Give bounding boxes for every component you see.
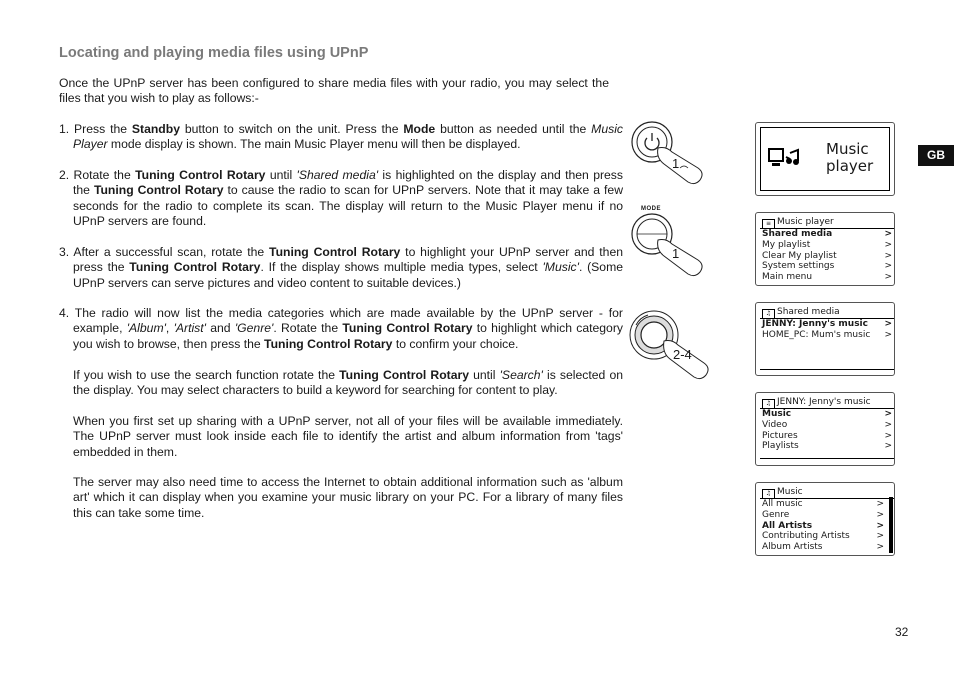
step-1: 1. Press the Standby button to switch on the unit. Press the Mode button as needed until the Music Player mode display is shown. The main Music Player menu will then be displayed. [59,122,623,152]
music-icon: ♫ [762,309,775,319]
page-title: Locating and playing media files using UPnP [59,45,369,61]
step-2: 2. Rotate the Tuning Control Rotary until 'Shared media' is highlighted on the display and then press the Tuning Control Rotary to cause the radio to scan for UPnP servers. Note that it may take a few seconds for the radio to complete its scan. The display will return to the Music Player menu if no UPnP servers are found. [59,168,623,229]
menu-row-label: Video [762,419,788,430]
menu-row-arrow: > [884,229,892,239]
menu-row-label: Playlists [762,441,799,452]
screen-header: ≡ Music player [760,217,894,229]
menu-row-arrow: > [884,272,892,283]
menu-row-label: Album Artists [762,542,823,553]
search-paragraph: If you wish to use the search function rotate the Tuning Control Rotary until 'Search' is selected on the display. You may select characters to build a keyword for searching for content to play. [73,368,623,398]
callout-rotary: 2-4 [673,347,692,362]
sharing-paragraph: When you first set up sharing with a UPnP server, not all of your files will be available immediately. The UPnP server must look inside each file to identify the artist and album information from 'tags' embedded in them. [73,414,623,459]
standby-button-illustration [628,120,708,190]
menu-row-arrow: > [884,239,892,250]
internet-paragraph: The server may also need time to access the Internet to obtain additional information such as 'album art' which it can display when you examine your music library on your PC. For a library of many files this can take some time. [73,475,623,520]
menu-row [760,542,894,553]
menu-row-label: All Artists [762,520,813,531]
lcd-music-player-splash [755,122,895,196]
menu-row-label: JENNY: Jenny's music [762,319,868,329]
lcd-music [755,482,895,556]
menu-row-arrow: > [876,542,884,553]
step-4: 4. The radio will now list the media categories which are made available by the UPnP server - for example, 'Album', 'Artist' and 'Genre'. Rotate the Tuning Control Rotary to highlight which category you wish to browse, then press the Tuning Control Rotary to confirm your choice. [59,306,623,351]
splash-line-2: player [826,157,874,175]
lcd-music-player-menu [755,212,895,286]
menu-row-label: All music [762,499,803,509]
menu-list-icon: ≡ [762,219,775,229]
screen-bottom-line [760,369,894,370]
splash-line-1: Music [826,140,869,158]
screen-header: ♫ Music [760,487,894,499]
menu-row-arrow: > [876,499,884,509]
music-icon: ♫ [762,489,775,499]
menu-row-label: HOME_PC: Mum's music [762,329,871,340]
tuning-rotary-illustration [628,303,718,385]
callout-mode: 1 [672,246,680,261]
menu-row-arrow: > [876,531,884,542]
menu-row [760,431,894,442]
menu-row [760,272,894,283]
menu-row [760,420,894,431]
menu-row-arrow: > [884,261,892,272]
screen-bottom-line [760,458,894,459]
music-player-icon [768,147,808,171]
menu-row [760,240,894,251]
mode-label: MODE [641,206,661,212]
menu-row-label: Genre [762,509,790,520]
menu-row [760,531,894,542]
menu-row-label: Music [762,409,792,419]
menu-row [760,499,894,510]
menu-row [760,441,894,452]
menu-row-label: Shared media [762,229,833,239]
menu-row-label: Clear My playlist [762,250,837,261]
menu-row-label: My playlist [762,239,811,250]
menu-row [760,521,894,532]
scrollbar [889,497,893,553]
menu-row-arrow: > [884,409,892,419]
menu-row-arrow: > [884,430,892,441]
menu-row-arrow: > [884,329,892,340]
menu-row [760,319,894,330]
callout-standby: 1 [672,156,680,171]
menu-row-arrow: > [884,250,892,261]
menu-row [760,409,894,420]
mode-button-illustration [628,212,708,282]
menu-row [760,261,894,272]
menu-row [760,510,894,521]
page-number: 32 [895,625,909,639]
screen-header: ♫ Shared media [760,307,894,319]
menu-row [760,229,894,240]
intro-paragraph: Once the UPnP server has been configured to share media files with your radio, you may select the files that you wish to play as follows:- [59,76,609,106]
step-3: 3. After a successful scan, rotate the Tuning Control Rotary to highlight your UPnP server and then press the Tuning Control Rotary. If the display shows multiple media types, select 'Music'. (Some UPnP servers can serve pictures and video content to suitable devices.) [59,245,624,290]
menu-row-arrow: > [876,509,884,520]
lcd-jenny-music [755,392,895,466]
menu-row-arrow: > [876,520,884,531]
menu-row-label: System settings [762,261,835,272]
menu-row-arrow: > [884,319,892,329]
lcd-shared-media [755,302,895,376]
music-icon: ♫ [762,399,775,409]
screen-header: ♫ JENNY: Jenny's music [760,397,894,409]
menu-row [760,330,894,341]
language-badge: GB [918,145,954,166]
menu-row-label: Contributing Artists [762,531,850,542]
menu-row [760,251,894,262]
menu-row-label: Main menu [762,272,813,283]
menu-row-label: Pictures [762,430,798,441]
menu-row-arrow: > [884,441,892,452]
menu-row-arrow: > [884,419,892,430]
